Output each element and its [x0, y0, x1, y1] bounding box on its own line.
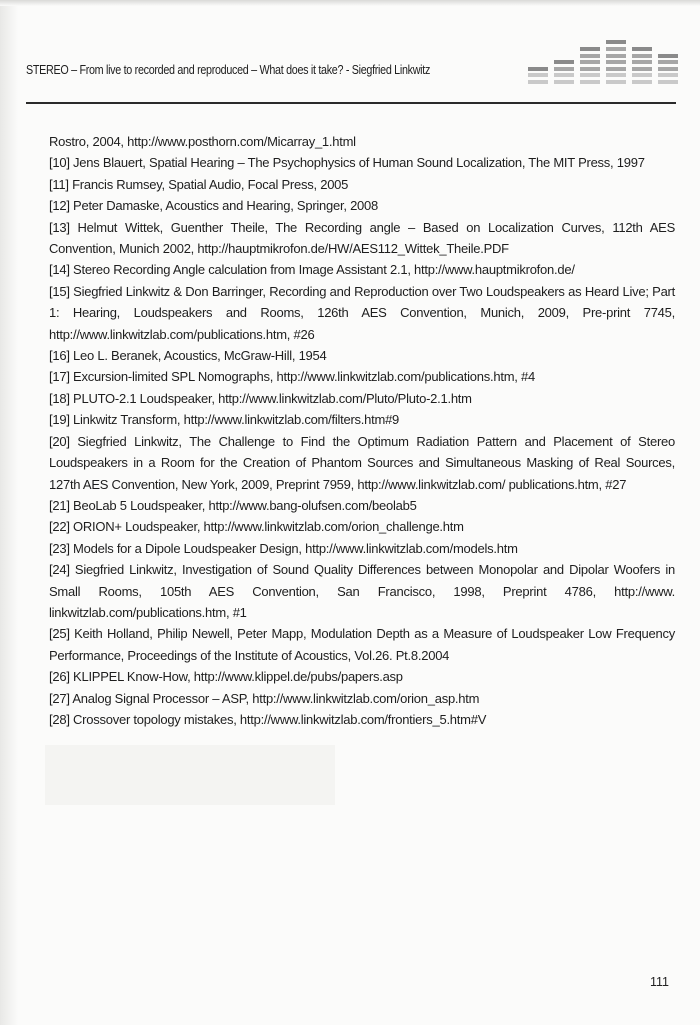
reference-item: [28] Crossover topology mistakes, http://www.linkwitzlab.com/frontiers_5.htm#V: [49, 711, 487, 727]
equalizer-bar: [658, 67, 678, 71]
reference-item: [26] KLIPPEL Know-How, http://www.klippel.de/pubs/papers.asp: [49, 669, 403, 685]
equalizer-bar: [580, 67, 600, 71]
reference-item: [20] Siegfried Linkwitz, The Challenge to Find the Optimum Radiation Pattern and Placement of Stereo Loudspeakers in a Room for the Creation of Phantom Sources and Simultaneous Masking of Real Sources, 127th AES Convention, New York, 2009, Preprint 7959, http://www.linkwitzlab.com/ publications.htm, #27: [49, 433, 675, 492]
page-top-shadow: [0, 0, 700, 6]
reference-item: [12] Peter Damaske, Acoustics and Hearing, Springer, 2008: [49, 198, 378, 214]
equalizer-bar: [554, 73, 574, 77]
equalizer-bar: [606, 40, 626, 44]
page-edge-shadow: [0, 0, 18, 1025]
reference-item: [15] Siegfried Linkwitz & Don Barringer, Recording and Reproduction over Two Loudspeakers as Heard Live; Part 1: Hearing, Loudspeakers and Rooms, 126th AES Convention, Munich, 2009, Pre-print 7745, http://www.linkwitzlab.com/publications.htm, #26: [49, 283, 675, 342]
equalizer-bar: [528, 67, 548, 71]
equalizer-bar: [554, 60, 574, 64]
equalizer-bar: [606, 80, 626, 84]
equalizer-column: [528, 34, 548, 84]
equalizer-bar: [554, 80, 574, 84]
reference-item: [13] Helmut Wittek, Guenther Theile, The Recording angle – Based on Localization Curves, 112th AES Convention, Munich 2002, http://hauptmikrofon.de/HW/AES112_Wittek_Theile.PDF: [49, 219, 675, 257]
reference-item: [18] PLUTO-2.1 Loudspeaker, http://www.linkwitzlab.com/Pluto/Pluto-2.1.htm: [49, 390, 472, 406]
equalizer-bar: [658, 80, 678, 84]
reference-item: [19] Linkwitz Transform, http://www.linkwitzlab.com/filters.htm#9: [49, 412, 400, 428]
equalizer-bar: [632, 80, 652, 84]
reference-item: [17] Excursion-limited SPL Nomographs, http://www.linkwitzlab.com/publications.htm, #4: [49, 369, 535, 385]
reference-item: [27] Analog Signal Processor – ASP, http://www.linkwitzlab.com/orion_asp.htm: [49, 690, 480, 706]
reference-item: [24] Siegfried Linkwitz, Investigation of Sound Quality Differences between Monopolar and Dipolar Woofers in Small Rooms, 105th AES Convention, San Francisco, 1998, Preprint 4786, http://www. linkwitzlab.com/publications.htm, #1: [49, 562, 675, 620]
equalizer-bar: [658, 54, 678, 58]
reference-list: [49, 131, 675, 730]
equalizer-bar: [632, 73, 652, 77]
equalizer-bar: [528, 73, 548, 77]
equalizer-bar: [632, 54, 652, 58]
equalizer-column: [606, 34, 626, 84]
running-title: STEREO – From live to recorded and reproduced – What does it take? - Siegfried Linkwitz: [26, 63, 431, 77]
page-number: 111: [650, 975, 670, 989]
equalizer-bar: [606, 54, 626, 58]
reference-item: [25] Keith Holland, Philip Newell, Peter Mapp, Modulation Depth as a Measure of Loudspeaker Low Frequency Performance, Proceedings of the Institute of Acoustics, Vol.26. Pt.8.2004: [49, 626, 675, 663]
equalizer-column: [554, 34, 574, 84]
equalizer-column: [580, 34, 600, 84]
equalizer-bar: [606, 67, 626, 71]
equalizer-bar: [632, 67, 652, 71]
equalizer-bar: [658, 73, 678, 77]
reference-item: Rostro, 2004, http://www.posthorn.com/Micarray_1.html: [49, 134, 356, 149]
equalizer-column: [658, 34, 678, 84]
reference-item: [22] ORION+ Loudspeaker, http://www.linkwitzlab.com/orion_challenge.htm: [49, 519, 464, 535]
equalizer-bar: [580, 80, 600, 84]
equalizer-bar: [606, 73, 626, 77]
equalizer-bar: [606, 47, 626, 51]
equalizer-bar: [658, 60, 678, 64]
equalizer-bar: [580, 73, 600, 77]
header-rule: [26, 102, 676, 104]
equalizer-bar: [632, 47, 652, 51]
equalizer-bar: [606, 60, 626, 64]
reference-item: [11] Francis Rumsey, Spatial Audio, Focal Press, 2005: [49, 176, 349, 192]
reference-item: [21] BeoLab 5 Loudspeaker, http://www.bang-olufsen.com/beolab5: [49, 497, 417, 513]
reference-item: [10] Jens Blauert, Spatial Hearing – The Psychophysics of Human Sound Localization, The MIT Press, 1997: [49, 155, 645, 171]
equalizer-bar: [580, 54, 600, 58]
reverse-side-bleed-through: [45, 745, 335, 805]
equalizer-bar: [554, 67, 574, 71]
equalizer-bars-icon: [528, 34, 678, 84]
equalizer-bar: [632, 60, 652, 64]
equalizer-bar: [580, 47, 600, 51]
equalizer-bar: [580, 60, 600, 64]
reference-item: [23] Models for a Dipole Loudspeaker Design, http://www.linkwitzlab.com/models.htm: [49, 540, 518, 556]
reference-item: [14] Stereo Recording Angle calculation from Image Assistant 2.1, http://www.hauptmikrofon.de/: [49, 262, 575, 278]
equalizer-column: [632, 34, 652, 84]
reference-item: [16] Leo L. Beranek, Acoustics, McGraw-Hill, 1954: [49, 348, 327, 364]
equalizer-bar: [528, 80, 548, 84]
